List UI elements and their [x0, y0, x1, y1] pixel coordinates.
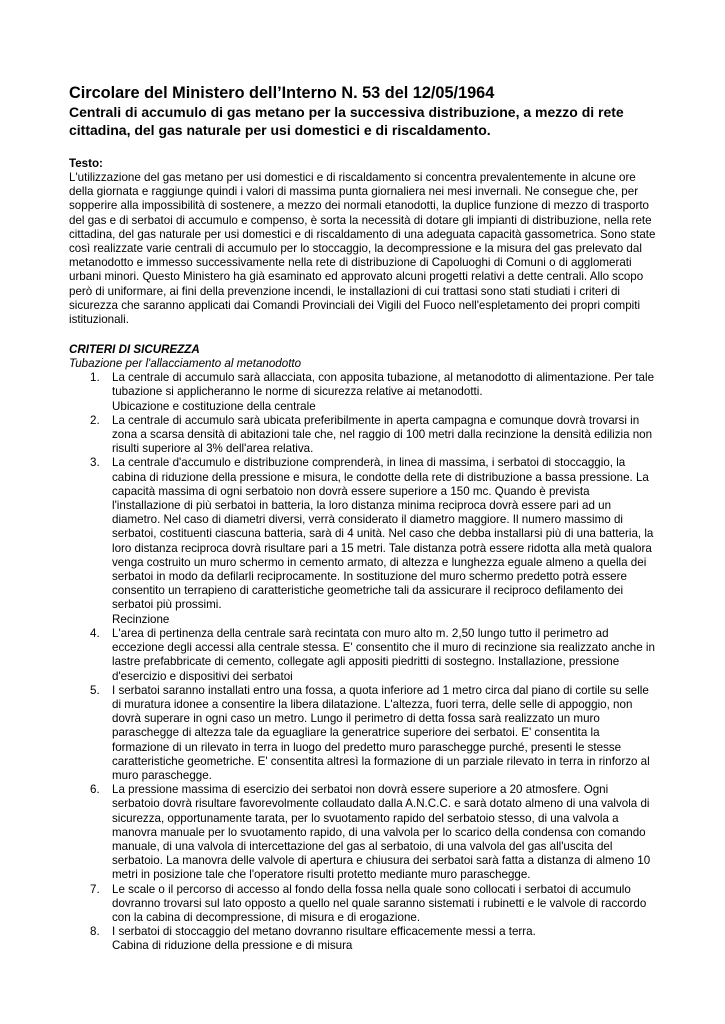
item-text: I serbatoi saranno installati entro una fossa, a quota inferiore ad 1 metro circa dal piano di cortile su selle di muratura idonee a consentire la libera dilatazione. L'altezza, fuori terra, delle selle di appoggio, non dovrà superare in ogni caso un metro. Lungo il perimetro di detta fossa sarà realizzato un muro paraschegge di altezza tale da eguagliare la generatrice superiore dei serbatoi. E' consentita la formazione di un rilevato in terra in luogo del predetto muro paraschegge purché, presenti le stesse caratteristiche geometriche. E' consentita altresì la formazione di un parziale rilevato in terra in rinforzo al muro paraschegge.	[112, 683, 650, 782]
item-number: 1.	[90, 371, 100, 385]
item-text: La centrale di accumulo sarà allacciata, con apposita tubazione, al metanodotto di alimentazione. Per tale tubazione si applicheranno le norme di sicurezza relative ai metanodotti.	[112, 371, 655, 399]
section-heading: Ubicazione e costituzione della centrale	[112, 399, 316, 413]
item-number: 2.	[90, 413, 100, 427]
item-text: La pressione massima di esercizio dei serbatoi non dovrà essere superiore a 20 atmosfere. Ogni serbatoio dovrà risultare favorevolmente collaudato dalla A.N.C.C. e sarà dotato almeno di una valvola di sicurezza, opportunamente tarata, per lo svuotamento rapido del serbatoio stesso, di una valvola a manovra manuale per lo svuotamento rapido, di una valvola per lo scarico della condensa con comando manuale, di una valvola di intercettazione del gas al serbatoio, di una valvola del gas all'uscita del serbatoio. La manovra delle valvole di apertura e chiusura dei serbatoi sarà fatta a distanza di almeno 10 metri in posizione tale che l'operatore risulti protetto mediante muro paraschegge.	[112, 783, 651, 882]
item-number: 6.	[90, 783, 100, 797]
item-text: I serbatoi di stoccaggio del metano dovranno risultare efficacemente messi a terra.	[112, 925, 536, 939]
document-subtitle: Centrali di accumulo di gas metano per la successiva distribuzione, a mezzo di rete cittadina, del gas naturale per usi domestici e di riscaldamento.	[69, 104, 624, 138]
list-item	[69, 925, 659, 953]
list-item	[69, 371, 659, 414]
text-label: Testo:	[69, 157, 103, 170]
list-item	[69, 684, 659, 783]
item-text: Le scale o il percorso di accesso al fondo della fossa nella quale sono collocati i serbatoi di accumulo dovranno trovarsi sul lato opposto a quello nel quale saranno sistemati i rubinetti e le valvole di raccordo con la cabina di decompressione, di misura e di erogazione.	[112, 882, 647, 924]
document-title: Circolare del Ministero dell’Interno N. 53 del 12/05/1964	[69, 84, 495, 102]
list-item	[69, 783, 659, 882]
intro-paragraph: L'utilizzazione del gas metano per usi domestici e di riscaldamento si concentra prevalentemente in alcune ore della giornata e raggiunge quindi i valori di massima punta giornaliera nei mesi invernali. Ne consegue che, per sopperire alla impossibilità di sostenere, a mezzo dei normali etanodotti, la duplice funzione di mezzo di trasporto del gas e di serbatoi di accumulo e compenso, è sorta la necessità di dotare gli impianti di distribuzione, nella rete cittadina, del gas naturale per usi domestici e di riscaldamento di una adeguata capacità gassometrica. Sono state così realizzate varie centrali di accumulo per lo stoccaggio, la decompressione e la misura del gas prelevato dal metanodotto e immesso successivamente nella rete di distribuzione di Capoluoghi di Comuni o di agglomerati urbani minori. Questo Ministero ha già esaminato ed approvato alcuni progetti relativi a dette centrali. Allo scopo però di uniformare, ai fini della prevenzione incendi, le installazioni di cui trattasi sono stati studiati i criteri di sicurezza che saranno applicati dai Comandi Provinciali dei Vigili del Fuoco nell'espletamento dei propri compiti istituzionali.	[69, 171, 656, 327]
item-number: 4.	[90, 626, 100, 640]
list-item	[69, 883, 659, 926]
item-text: La centrale di accumulo sarà ubicata preferibilmente in aperta campagna e comunque dovrà trovarsi in zona a scarsa densità di abitazioni tale che, nel raggio di 100 metri dalla recinzione la densità edilizia non risulti superiore al 3% dell'area relativa.	[112, 413, 653, 456]
section-heading: Recinzione	[112, 612, 170, 626]
list-item	[69, 414, 659, 457]
section-heading: Cabina di riduzione della pressione e di misura	[112, 939, 353, 953]
item-text: L'area di pertinenza della centrale sarà recintata con muro alto m. 2,50 lungo tutto il perimetro ad eccezione degli accessi alla centrale stessa. E' consentito che il muro di recinzione sia realizzato anche in lastre prefabbricate di cemento, collegate agli appositi piedritti di sostegno. Installazione, pressione d'esercizio e dispositivi dei serbatoi	[112, 626, 655, 683]
item-number: 8.	[90, 925, 100, 939]
criteria-subheading: Tubazione per l'allacciamento al metanodotto	[69, 357, 302, 371]
criteria-heading: CRITERI DI SICUREZZA	[69, 343, 200, 357]
item-number: 3.	[90, 456, 100, 470]
list-item	[69, 627, 659, 684]
item-number: 5.	[90, 683, 100, 697]
criteria-list	[69, 371, 659, 953]
list-item	[69, 456, 659, 626]
item-number: 7.	[90, 882, 100, 896]
document-content	[69, 84, 659, 954]
item-text: La centrale d'accumulo e distribuzione comprenderà, in linea di massima, i serbatoi di stoccaggio, la cabina di riduzione della pressione e misura, le condotte della rete di distribuzione a bassa pressione. La capacità massima di ogni serbatoio non dovrà essere superiore a 150 mc. Quando è prevista l'installazione di più serbatoi in batteria, la loro distanza minima reciproca dovrà essere pari ad un diametro. Nel caso di diametri diversi, verrà considerato il diametro maggiore. Il numero massimo di serbatoi, costituenti ciascuna batteria, sarà di 4 unità. Nel caso che debba installarsi più di una batteria, la loro distanza reciproca dovrà risultare pari a 15 metri. Tale distanza potrà essere ridotta alla metà qualora venga costruito un muro schermo in cemento armato, di altezza e lunghezza eguale almeno a quella dei serbatoi in modo da defilarli reciprocamente. In sostituzione del muro schermo predetto potrà essere consentito un terrapieno di caratteristiche geometriche tali da assicurare il reciproco defilamento dei serbatoi più prossimi.	[112, 456, 654, 612]
